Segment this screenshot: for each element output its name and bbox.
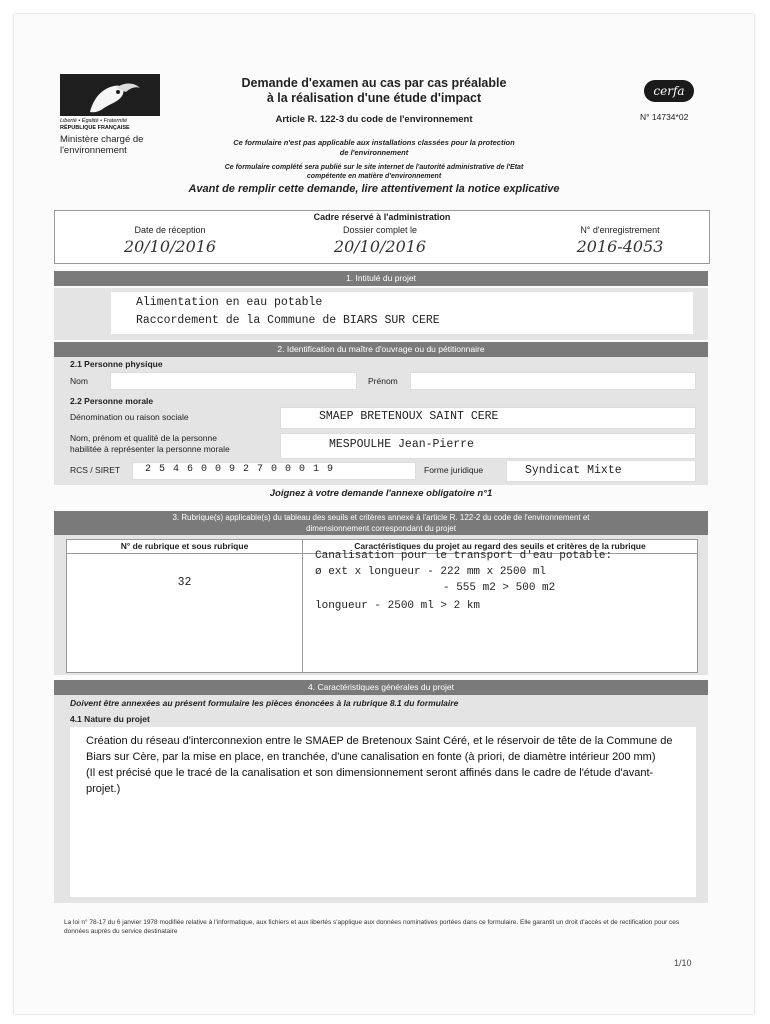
section-2-panel <box>54 357 708 485</box>
enregistrement-label: N° d'enregistrement <box>580 225 660 235</box>
caracteristiques-line-2: ø ext x longueur - 222 mm x 2500 ml <box>315 566 547 578</box>
admin-box-title: Cadre réservé à l'administration <box>313 212 451 222</box>
denomination-label: Dénomination ou raison sociale <box>70 412 189 422</box>
caracteristiques-column-header: Caractéristiques du projet au regard des seuils et critères de la rubrique <box>303 540 697 554</box>
rcs-field[interactable] <box>132 462 416 480</box>
republique-text: Liberté • Égalité • Fraternité RÉPUBLIQUE FRANÇAISE <box>60 118 130 131</box>
section-4-header: 4. Caractéristiques générales du projet <box>54 680 708 695</box>
legal-footer: La loi n° 78-17 du 6 janvier 1978 modifiée relative à l'informatique, aux fichiers et aux libertés s'applique aux données nominatives portées dans ce formulaire. Elle garantit un droit d'accès et de rectification pour ces données auprès du service destinataire <box>64 919 680 935</box>
prenom-field[interactable] <box>410 372 696 390</box>
nature-projet-heading: 4.1 Nature du projet <box>70 714 150 724</box>
dossier-complet-value: 20/10/2016 <box>333 237 427 256</box>
forme-juridique-field[interactable] <box>506 460 696 482</box>
section-1-header: 1. Intitulé du projet <box>54 271 708 286</box>
ministere-label: Ministère chargé de l'environnement <box>60 134 144 156</box>
section-2-header: 2. Identification du maître d'ouvrage ou du pétitionnaire <box>54 342 708 357</box>
enregistrement <box>545 225 695 256</box>
marianne-logo <box>60 74 160 116</box>
date-reception <box>95 225 245 256</box>
rubrique-cell[interactable] <box>67 554 303 672</box>
admin-reserved-box <box>54 210 710 264</box>
nom-field[interactable] <box>110 372 357 390</box>
section-1-panel <box>54 288 708 340</box>
date-reception-value: 20/10/2016 <box>123 237 217 256</box>
forme-juridique-value: Syndicat Mixte <box>525 464 622 477</box>
project-title-line-1: Alimentation en eau potable <box>136 296 323 309</box>
denomination-field[interactable] <box>280 407 696 429</box>
rcs-value: 2 5 4 6 0 0 9 2 7 0 0 0 1 9 <box>145 464 335 475</box>
prenom-label: Prénom <box>368 376 398 386</box>
nom-label: Nom <box>70 376 88 386</box>
denomination-value: SMAEP BRETENOUX SAINT CERE <box>319 410 499 423</box>
project-title-line-2: Raccordement de la Commune de BIARS SUR CERE <box>136 314 440 327</box>
rcs-label: RCS / SIRET <box>70 465 121 475</box>
section-4-panel <box>54 695 708 903</box>
dossier-complet <box>305 225 455 256</box>
section-4-intro: Doivent être annexées au présent formulaire les pièces énoncées à la rubrique 8.1 du formulaire <box>70 698 459 708</box>
cerfa-number: N° 14734*02 <box>640 112 689 122</box>
representant-label: Nom, prénom et qualité de la personne habilitée à représenter la personne morale <box>70 433 230 454</box>
representant-field[interactable] <box>280 433 696 459</box>
enregistrement-value: 2016-4053 <box>576 237 664 256</box>
personne-physique-heading: 2.1 Personne physique <box>70 359 163 369</box>
caracteristiques-cell[interactable] <box>303 550 697 672</box>
rubrique-value: 32 <box>177 576 192 589</box>
instructions-note: Avant de remplir cette demande, lire attentivement la notice explicative <box>188 183 560 195</box>
representant-value: MESPOULHE Jean-Pierre <box>329 438 474 451</box>
annexe-notice: Joignez à votre demande l'annexe obligatoire n°1 <box>269 488 493 499</box>
nature-projet-field[interactable] <box>70 727 696 897</box>
page-number: 1/10 <box>674 958 692 968</box>
caracteristiques-line-3: - 555 m2 > 500 m2 <box>443 582 556 594</box>
caracteristiques-line-4: longueur - 2500 ml > 2 km <box>315 600 481 612</box>
forme-juridique-label: Forme juridique <box>424 465 484 475</box>
article-reference: Article R. 122-3 du code de l'environnement <box>275 114 473 125</box>
dossier-complet-label: Dossier complet le <box>342 225 418 235</box>
caracteristiques-line-1: Canalisation pour le transport d'eau potable: <box>315 550 613 562</box>
publication-note: Ce formulaire complété sera publié sur le site internet de l'autorité administrative de l'Etat compétente en matière d'environnement <box>224 164 524 180</box>
form-page <box>14 14 754 1014</box>
rubrique-column-header: N° de rubrique et sous rubrique <box>67 540 303 554</box>
section-3-header: 3. Rubrique(s) applicable(s) du tableau des seuils et critères annexé à l'article R. 122-2 du code de l'environnement et dimensionnement correspondant du projet <box>54 511 708 535</box>
project-title-field[interactable] <box>111 292 693 334</box>
rubrique-table <box>66 539 698 673</box>
form-title: Demande d'examen au cas par cas préalable à la réalisation d'une étude d'impact <box>241 76 507 105</box>
nature-projet-text: Création du réseau d'interconnexion entre le SMAEP de Bretenoux Saint Céré, et le réservoir de tête de la Commune de Biars sur Cère, par la mise en place, en tranchée, d'une canalisation en fonte (à priori, de diamètre intérieur 200 mm) (Il est précisé que le tracé de la canalisation et son dimensionnement seront affinés dans le cadre de l'étude d'avant-projet.) <box>86 735 673 795</box>
personne-morale-heading: 2.2 Personne morale <box>70 396 154 406</box>
date-reception-label: Date de réception <box>134 225 206 235</box>
applicability-note: Ce formulaire n'est pas applicable aux installations classées pour la protection de l'environnement <box>233 138 515 157</box>
cerfa-logo: cerfa <box>644 80 694 102</box>
